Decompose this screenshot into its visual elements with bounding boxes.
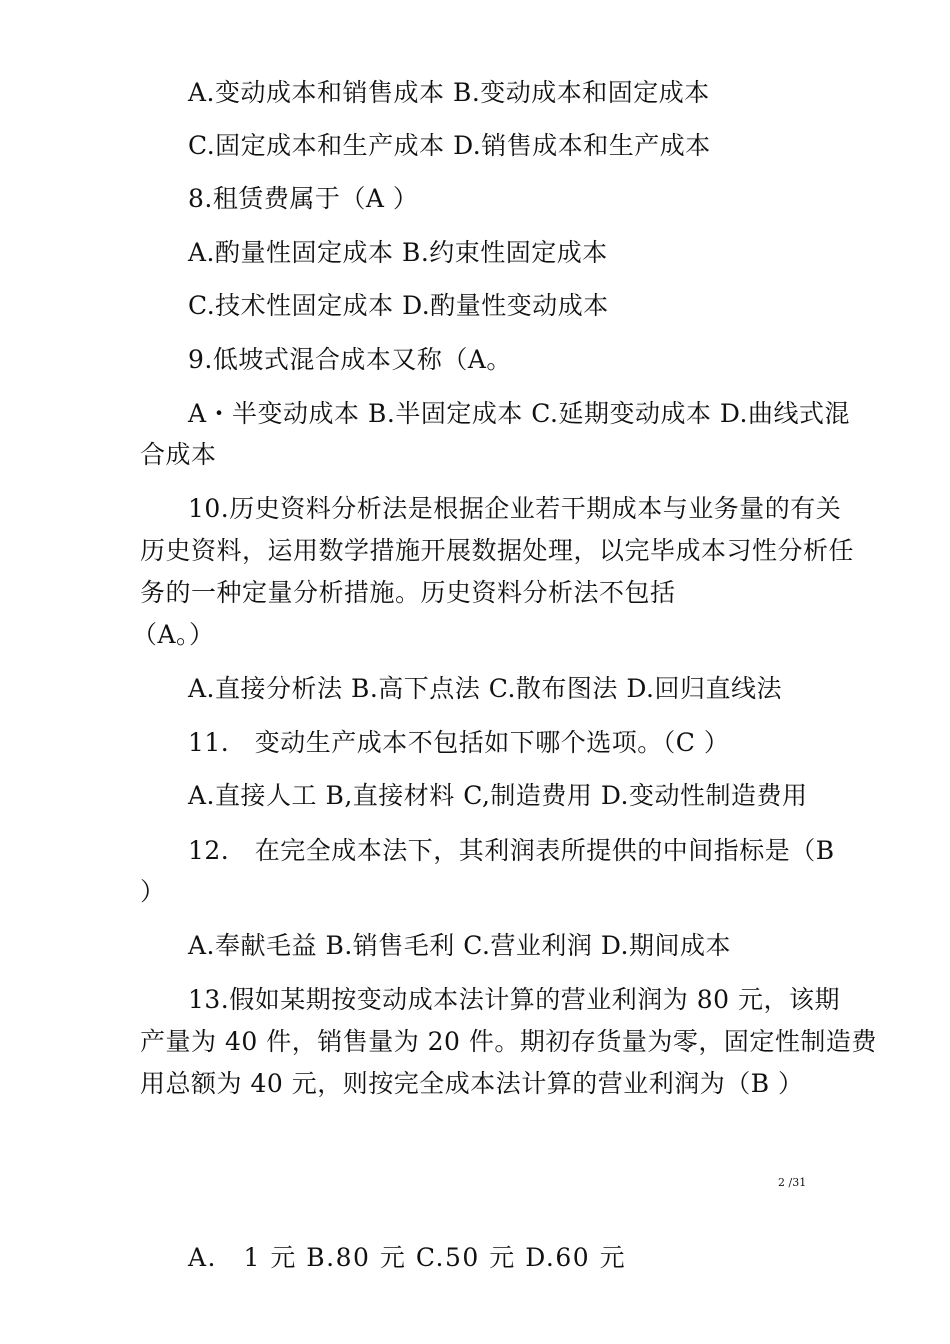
option-line-9-cont: 合成本 [140,440,217,469]
option-line-8a: A.酌量性固定成本 B.约束性固定成本 [188,238,608,267]
page-number: 2 /31 [778,1176,807,1189]
option-line-11: A.直接人工 B,直接材料 C,制造费用 D.变动性制造费用 [188,781,808,810]
question-13-line-1: 13.假如某期按变动成本法计算的营业利润为 80 元，该期 [188,985,840,1014]
question-10-line-1: 10.历史资料分析法是根据企业若干期成本与业务量的有关 [188,494,842,523]
question-8: 8.租赁费属于（A ） [188,184,419,213]
question-12-cont: ） [140,877,166,906]
question-10-line-2: 历史资料，运用数学措施开展数据处理，以完毕成本习性分析任 [140,536,855,565]
option-line-10: A.直接分析法 B.高下点法 C.散布图法 D.回归直线法 [188,674,782,703]
question-13-line-3: 用总额为 40 元，则按完全成本法计算的营业利润为（B ） [140,1069,804,1098]
option-line-8b: C.技术性固定成本 D.酌量性变动成本 [188,291,609,320]
option-line-12: A.奉献毛益 B.销售毛利 C.营业利润 D.期间成本 [188,931,731,960]
question-9: 9.低坡式混合成本又称（A。 [188,345,512,374]
option-line-7b: C.固定成本和生产成本 D.销售成本和生产成本 [188,131,711,160]
question-10-line-3: 务的一种定量分析措施。历史资料分析法不包括 [140,578,676,607]
question-12: 12. 在完全成本法下，其利润表所提供的中间指标是（B [188,836,835,865]
question-11: 11. 变动生产成本不包括如下哪个选项。（C ） [188,728,730,757]
option-line-9: A・半变动成本 B.半固定成本 C.延期变动成本 D.曲线式混 [188,399,850,428]
option-line-13: A. 1 元 B.80 元 C.50 元 D.60 元 [188,1243,627,1272]
question-13-line-2: 产量为 40 件，销售量为 20 件。期初存货量为零，固定性制造费 [140,1027,877,1056]
option-line-7: A.变动成本和销售成本 B.变动成本和固定成本 [188,78,710,107]
question-10-answer: （A。） [132,620,215,649]
